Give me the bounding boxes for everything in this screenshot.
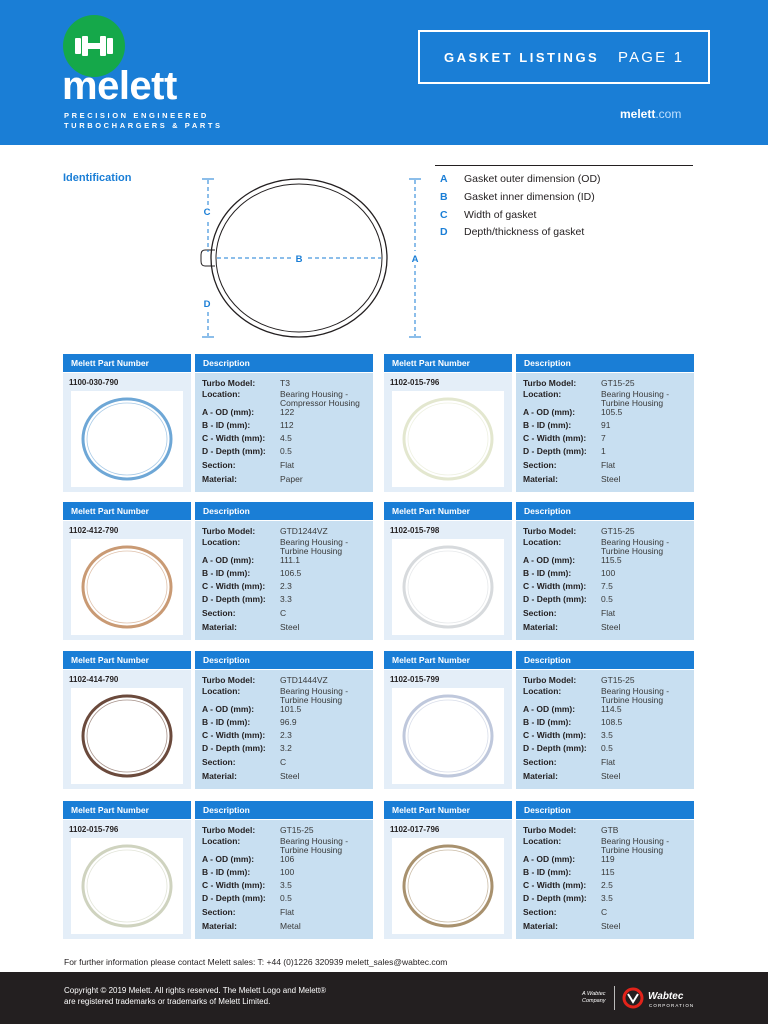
gasket-card <box>384 502 694 640</box>
identification-heading: Identification <box>63 172 132 184</box>
description-cell: Turbo Model: GT15-25 Location: Bearing Housing - Turbine Housing A - OD (mm): 114.5 B - ID (mm): 108.5 C - Width (mm): 3.5 D - Depth (mm): 0.5 Section: Flat Material: Steel <box>516 670 694 789</box>
part-number-header: Melett Part Number <box>63 354 191 372</box>
part-number: 1102-015-798 <box>390 526 440 535</box>
page-header <box>0 0 768 145</box>
gasket-card <box>384 651 694 789</box>
gasket-card <box>63 651 373 789</box>
divider <box>435 165 693 166</box>
legend-row-a: A Gasket outer dimension (OD) <box>440 173 601 185</box>
description-cell: Turbo Model: GT15-25 Location: Bearing Housing - Turbine Housing A - OD (mm): 115.5 B - ID (mm): 100 C - Width (mm): 7.5 D - Depth (mm): 0.5 Section: Flat Material: Steel <box>516 521 694 640</box>
description-cell: Turbo Model: T3 Location: Bearing Housing - Compressor Housing A - OD (mm): 122 B - ID (mm): 112 C - Width (mm): 4.5 D - Depth (mm): 0.5 Section: Flat Material: Paper <box>195 373 373 492</box>
part-number-header: Melett Part Number <box>63 801 191 819</box>
diagram-label-d: D <box>203 299 211 310</box>
copyright-line-1: Copyright © 2019 Melett. All rights reserved. The Melett Logo and Melett® <box>64 986 326 995</box>
gasket-photo <box>392 539 504 635</box>
title-box <box>418 30 710 84</box>
gasket-photo <box>71 539 183 635</box>
part-number-header: Melett Part Number <box>63 651 191 669</box>
part-number: 1102-412-790 <box>69 526 119 535</box>
gasket-card <box>63 801 373 939</box>
part-number: 1100-030-790 <box>69 378 119 387</box>
description-header: Description <box>516 801 694 819</box>
part-cell <box>384 820 512 939</box>
contact-info: For further information please contact Melett sales: T: +44 (0)1226 320939 melett_sales@wabtec.com <box>64 957 448 967</box>
description-cell: Turbo Model: GTD1444VZ Location: Bearing Housing - Turbine Housing A - OD (mm): 101.5 B - ID (mm): 96.9 C - Width (mm): 2.3 D - Depth (mm): 3.2 Section: C Material: Steel <box>195 670 373 789</box>
description-header: Description <box>516 502 694 520</box>
description-cell: Turbo Model: GT15-25 Location: Bearing Housing - Turbine Housing A - OD (mm): 106 B - ID (mm): 100 C - Width (mm): 3.5 D - Depth (mm): 0.5 Section: Flat Material: Metal <box>195 820 373 939</box>
page-number: PAGE 1 <box>618 49 685 66</box>
legend-row-b: B Gasket inner dimension (ID) <box>440 191 595 203</box>
gasket-photo <box>71 688 183 784</box>
part-cell <box>384 373 512 492</box>
part-number: 1102-015-796 <box>69 825 119 834</box>
gasket-photo <box>71 838 183 934</box>
gasket-card <box>384 801 694 939</box>
gasket-photo <box>392 391 504 487</box>
part-number: 1102-017-796 <box>390 825 440 834</box>
part-number-header: Melett Part Number <box>63 502 191 520</box>
description-header: Description <box>195 801 373 819</box>
diagram-label-a: A <box>411 254 419 265</box>
part-cell <box>63 820 191 939</box>
part-cell <box>63 521 191 640</box>
divider <box>614 986 615 1010</box>
wabtec-company-note: A Wabtec Company <box>582 991 606 1004</box>
description-header: Description <box>195 354 373 372</box>
part-number-header: Melett Part Number <box>384 651 512 669</box>
page-title: GASKET LISTINGS <box>444 50 600 65</box>
tagline-line-2: TURBOCHARGERS & PARTS <box>64 121 223 130</box>
part-cell <box>384 670 512 789</box>
description-header: Description <box>195 502 373 520</box>
description-cell: Turbo Model: GTB Location: Bearing Housing - Turbine Housing A - OD (mm): 119 B - ID (mm): 115 C - Width (mm): 2.5 D - Depth (mm): 3.5 Section: C Material: Steel <box>516 820 694 939</box>
part-number: 1102-015-796 <box>390 378 440 387</box>
gasket-photo <box>392 688 504 784</box>
legend-row-c: C Width of gasket <box>440 209 537 221</box>
gasket-card <box>63 354 373 492</box>
part-number-header: Melett Part Number <box>384 502 512 520</box>
copyright-line-2: are registered trademarks or trademarks of Melett Limited. <box>64 997 271 1006</box>
part-cell <box>384 521 512 640</box>
gasket-diagram <box>195 172 435 349</box>
legend-row-d: D Depth/thickness of gasket <box>440 226 585 238</box>
description-header: Description <box>516 354 694 372</box>
brand-wordmark: melett <box>62 64 177 108</box>
diagram-label-b: B <box>295 254 303 265</box>
diagram-label-c: C <box>203 207 211 218</box>
part-number: 1102-015-799 <box>390 675 440 684</box>
description-cell: Turbo Model: GT15-25 Location: Bearing Housing - Turbine Housing A - OD (mm): 105.5 B - ID (mm): 91 C - Width (mm): 7 D - Depth (mm): 1 Section: Flat Material: Steel <box>516 373 694 492</box>
gasket-photo <box>71 391 183 487</box>
part-number: 1102-414-790 <box>69 675 119 684</box>
wabtec-corporation: CORPORATION <box>649 1003 695 1008</box>
wabtec-logo-icon <box>621 985 645 1016</box>
part-number-header: Melett Part Number <box>384 354 512 372</box>
part-cell <box>63 670 191 789</box>
gasket-photo <box>392 838 504 934</box>
website-link[interactable]: melett.com <box>620 107 682 121</box>
part-number-header: Melett Part Number <box>384 801 512 819</box>
part-cell <box>63 373 191 492</box>
description-cell: Turbo Model: GTD1244VZ Location: Bearing Housing - Turbine Housing A - OD (mm): 111.1 B - ID (mm): 106.5 C - Width (mm): 2.3 D - Depth (mm): 3.3 Section: C Material: Steel <box>195 521 373 640</box>
tagline-line-1: PRECISION ENGINEERED <box>64 111 209 120</box>
wabtec-wordmark: Wabtec <box>648 991 684 1002</box>
description-header: Description <box>516 651 694 669</box>
description-header: Description <box>195 651 373 669</box>
gasket-card <box>384 354 694 492</box>
gasket-card <box>63 502 373 640</box>
